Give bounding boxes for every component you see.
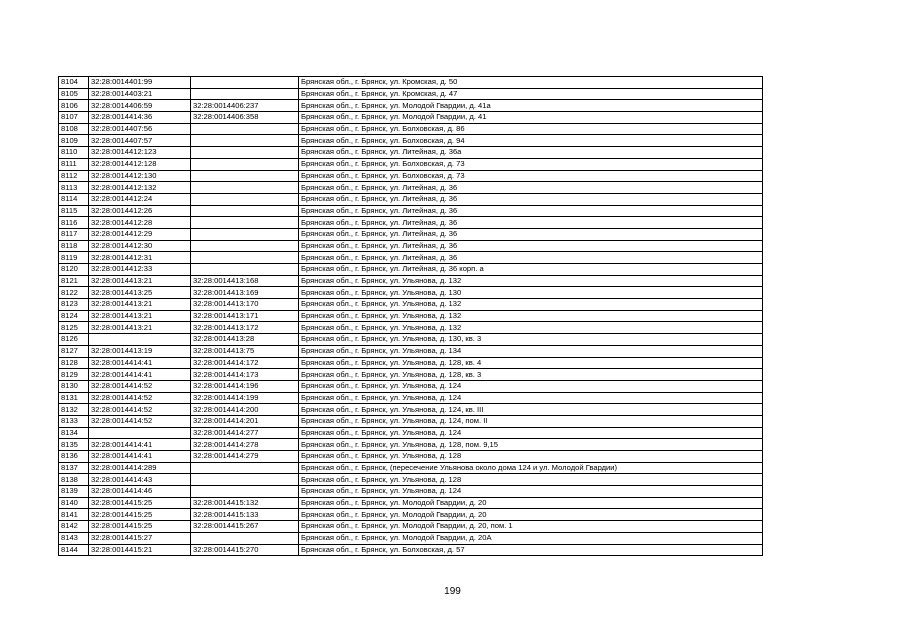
table-row: [59, 497, 763, 509]
related-cadastral-number-cell: [191, 158, 299, 170]
table-row: [59, 357, 763, 369]
table-row: [59, 112, 763, 124]
address-cell: Брянская обл., г. Брянск, ул. Болховская, д. 94: [299, 135, 763, 147]
table-row: [59, 369, 763, 381]
row-number-cell: 8109: [59, 135, 89, 147]
row-number-cell: 8111: [59, 158, 89, 170]
table-row: [59, 462, 763, 474]
table-row: [59, 135, 763, 147]
table-row: [59, 532, 763, 544]
related-cadastral-number-cell: 32:28:0014413:75: [191, 345, 299, 357]
address-cell: Брянская обл., г. Брянск, ул. Молодой Гвардии, д. 20, пом. 1: [299, 521, 763, 533]
related-cadastral-number-cell: 32:28:0014414:278: [191, 439, 299, 451]
row-number-cell: 8108: [59, 123, 89, 135]
related-cadastral-number-cell: 32:28:0014414:172: [191, 357, 299, 369]
address-cell: Брянская обл., г. Брянск, ул. Ульянова, д. 124: [299, 392, 763, 404]
related-cadastral-number-cell: 32:28:0014413:171: [191, 310, 299, 322]
related-cadastral-number-cell: [191, 462, 299, 474]
cadastral-number-cell: 32:28:0014412:33: [89, 264, 191, 276]
row-number-cell: 8144: [59, 544, 89, 556]
table-row: [59, 264, 763, 276]
cadastral-number-cell: 32:28:0014413:21: [89, 299, 191, 311]
related-cadastral-number-cell: 32:28:0014414:199: [191, 392, 299, 404]
related-cadastral-number-cell: [191, 474, 299, 486]
row-number-cell: 8134: [59, 427, 89, 439]
address-cell: Брянская обл., г. Брянск, ул. Молодой Гвардии, д. 20: [299, 509, 763, 521]
row-number-cell: 8130: [59, 380, 89, 392]
table-row: [59, 147, 763, 159]
table-row: [59, 322, 763, 334]
address-cell: Брянская обл., г. Брянск, ул. Кромская, д. 50: [299, 77, 763, 89]
address-cell: Брянская обл., г. Брянск, ул. Молодой Гвардии, д. 20А: [299, 532, 763, 544]
related-cadastral-number-cell: 32:28:0014414:173: [191, 369, 299, 381]
table-row: [59, 380, 763, 392]
related-cadastral-number-cell: 32:28:0014413:170: [191, 299, 299, 311]
row-number-cell: 8141: [59, 509, 89, 521]
cadastral-number-cell: 32:28:0014414:41: [89, 357, 191, 369]
table-row: [59, 521, 763, 533]
address-cell: Брянская обл., г. Брянск, ул. Ульянова, д. 124, кв. III: [299, 404, 763, 416]
table-row: [59, 252, 763, 264]
related-cadastral-number-cell: [191, 532, 299, 544]
address-cell: Брянская обл., г. Брянск, ул. Ульянова, д. 134: [299, 345, 763, 357]
address-cell: Брянская обл., г. Брянск, ул. Болховская, д. 86: [299, 123, 763, 135]
table-row: [59, 544, 763, 556]
address-cell: Брянская обл., г. Брянск, ул. Литейная, д. 36: [299, 240, 763, 252]
cadastral-number-cell: 32:28:0014406:59: [89, 100, 191, 112]
related-cadastral-number-cell: [191, 240, 299, 252]
row-number-cell: 8118: [59, 240, 89, 252]
table-row: [59, 88, 763, 100]
related-cadastral-number-cell: [191, 205, 299, 217]
cadastral-number-cell: [89, 334, 191, 346]
cadastral-number-cell: 32:28:0014407:57: [89, 135, 191, 147]
table-row: [59, 404, 763, 416]
related-cadastral-number-cell: 32:28:0014414:200: [191, 404, 299, 416]
related-cadastral-number-cell: 32:28:0014414:196: [191, 380, 299, 392]
cadastral-number-cell: 32:28:0014414:52: [89, 415, 191, 427]
registry-table-body: [59, 77, 763, 556]
cadastral-number-cell: 32:28:0014412:26: [89, 205, 191, 217]
address-cell: Брянская обл., г. Брянск, ул. Ульянова, д. 124, пом. II: [299, 415, 763, 427]
address-cell: Брянская обл., г. Брянск, ул. Ульянова, д. 132: [299, 322, 763, 334]
related-cadastral-number-cell: 32:28:0014413:168: [191, 275, 299, 287]
row-number-cell: 8127: [59, 345, 89, 357]
related-cadastral-number-cell: 32:28:0014414:277: [191, 427, 299, 439]
address-cell: Брянская обл., г. Брянск, ул. Ульянова, д. 124: [299, 380, 763, 392]
page-number: 199: [444, 586, 461, 597]
cadastral-number-cell: 32:28:0014412:132: [89, 182, 191, 194]
table-row: [59, 451, 763, 463]
related-cadastral-number-cell: [191, 182, 299, 194]
cadastral-number-cell: 32:28:0014403:21: [89, 88, 191, 100]
row-number-cell: 8136: [59, 451, 89, 463]
cadastral-number-cell: 32:28:0014414:41: [89, 369, 191, 381]
cadastral-number-cell: 32:28:0014414:52: [89, 380, 191, 392]
cadastral-number-cell: 32:28:0014413:21: [89, 275, 191, 287]
address-cell: Брянская обл., г. Брянск, ул. Ульянова, д. 128: [299, 451, 763, 463]
related-cadastral-number-cell: 32:28:0014406:358: [191, 112, 299, 124]
table-row: [59, 100, 763, 112]
row-number-cell: 8132: [59, 404, 89, 416]
row-number-cell: 8137: [59, 462, 89, 474]
row-number-cell: 8107: [59, 112, 89, 124]
address-cell: Брянская обл., г. Брянск, ул. Ульянова, д. 128, кв. 3: [299, 369, 763, 381]
table-row: [59, 474, 763, 486]
address-cell: Брянская обл., г. Брянск, ул. Литейная, д. 36: [299, 193, 763, 205]
cadastral-number-cell: 32:28:0014412:130: [89, 170, 191, 182]
cadastral-number-cell: [89, 427, 191, 439]
table-row: [59, 415, 763, 427]
address-cell: Брянская обл., г. Брянск, ул. Ульянова, д. 128, пом. 9,15: [299, 439, 763, 451]
table-row: [59, 240, 763, 252]
row-number-cell: 8142: [59, 521, 89, 533]
related-cadastral-number-cell: [191, 170, 299, 182]
row-number-cell: 8143: [59, 532, 89, 544]
address-cell: Брянская обл., г. Брянск, ул. Литейная, д. 36 корп. а: [299, 264, 763, 276]
cadastral-number-cell: 32:28:0014413:19: [89, 345, 191, 357]
row-number-cell: 8123: [59, 299, 89, 311]
related-cadastral-number-cell: 32:28:0014413:169: [191, 287, 299, 299]
row-number-cell: 8105: [59, 88, 89, 100]
table-row: [59, 427, 763, 439]
table-row: [59, 158, 763, 170]
related-cadastral-number-cell: 32:28:0014406:237: [191, 100, 299, 112]
related-cadastral-number-cell: 32:28:0014414:201: [191, 415, 299, 427]
address-cell: Брянская обл., г. Брянск, ул. Литейная, д. 36а: [299, 147, 763, 159]
address-cell: Брянская обл., г. Брянск, ул. Литейная, д. 36: [299, 217, 763, 229]
row-number-cell: 8110: [59, 147, 89, 159]
row-number-cell: 8113: [59, 182, 89, 194]
cadastral-number-cell: 32:28:0014401:99: [89, 77, 191, 89]
row-number-cell: 8129: [59, 369, 89, 381]
related-cadastral-number-cell: [191, 193, 299, 205]
row-number-cell: 8138: [59, 474, 89, 486]
address-cell: Брянская обл., г. Брянск, ул. Болховская, д. 57: [299, 544, 763, 556]
related-cadastral-number-cell: [191, 147, 299, 159]
address-cell: Брянская обл., г. Брянск, ул. Литейная, д. 36: [299, 228, 763, 240]
related-cadastral-number-cell: [191, 123, 299, 135]
row-number-cell: 8121: [59, 275, 89, 287]
related-cadastral-number-cell: 32:28:0014414:279: [191, 451, 299, 463]
cadastral-number-cell: 32:28:0014412:31: [89, 252, 191, 264]
table-row: [59, 334, 763, 346]
related-cadastral-number-cell: 32:28:0014415:270: [191, 544, 299, 556]
row-number-cell: 8119: [59, 252, 89, 264]
table-row: [59, 509, 763, 521]
table-row: [59, 217, 763, 229]
cadastral-number-cell: 32:28:0014407:56: [89, 123, 191, 135]
address-cell: Брянская обл., г. Брянск, ул. Ульянова, д. 130: [299, 287, 763, 299]
row-number-cell: 8126: [59, 334, 89, 346]
related-cadastral-number-cell: 32:28:0014415:132: [191, 497, 299, 509]
row-number-cell: 8131: [59, 392, 89, 404]
related-cadastral-number-cell: [191, 228, 299, 240]
address-cell: Брянская обл., г. Брянск, ул. Ульянова, д. 124: [299, 486, 763, 498]
address-cell: Брянская обл., г. Брянск, ул. Ульянова, д. 128, кв. 4: [299, 357, 763, 369]
cadastral-number-cell: 32:28:0014414:52: [89, 404, 191, 416]
row-number-cell: 8106: [59, 100, 89, 112]
table-row: [59, 299, 763, 311]
row-number-cell: 8104: [59, 77, 89, 89]
row-number-cell: 8122: [59, 287, 89, 299]
cadastral-number-cell: 32:28:0014414:36: [89, 112, 191, 124]
address-cell: Брянская обл., г. Брянск, ул. Болховская, д. 73: [299, 158, 763, 170]
cadastral-number-cell: 32:28:0014413:21: [89, 322, 191, 334]
row-number-cell: 8124: [59, 310, 89, 322]
row-number-cell: 8139: [59, 486, 89, 498]
table-row: [59, 77, 763, 89]
cadastral-number-cell: 32:28:0014412:128: [89, 158, 191, 170]
table-row: [59, 310, 763, 322]
related-cadastral-number-cell: 32:28:0014413:28: [191, 334, 299, 346]
table-row: [59, 123, 763, 135]
related-cadastral-number-cell: [191, 217, 299, 229]
row-number-cell: 8116: [59, 217, 89, 229]
cadastral-number-cell: 32:28:0014412:30: [89, 240, 191, 252]
related-cadastral-number-cell: 32:28:0014415:267: [191, 521, 299, 533]
table-row: [59, 287, 763, 299]
related-cadastral-number-cell: [191, 486, 299, 498]
address-cell: Брянская обл., г. Брянск, ул. Кромская, д. 47: [299, 88, 763, 100]
table-row: [59, 345, 763, 357]
table-row: [59, 486, 763, 498]
related-cadastral-number-cell: [191, 88, 299, 100]
address-cell: Брянская обл., г. Брянск, ул. Литейная, д. 36: [299, 182, 763, 194]
row-number-cell: 8114: [59, 193, 89, 205]
address-cell: Брянская обл., г. Брянск, ул. Ульянова, д. 132: [299, 275, 763, 287]
cadastral-number-cell: 32:28:0014415:25: [89, 509, 191, 521]
related-cadastral-number-cell: 32:28:0014415:133: [191, 509, 299, 521]
table-row: [59, 275, 763, 287]
table-row: [59, 228, 763, 240]
cadastral-number-cell: 32:28:0014414:41: [89, 439, 191, 451]
address-cell: Брянская обл., г. Брянск, ул. Литейная, д. 36: [299, 252, 763, 264]
table-row: [59, 193, 763, 205]
address-cell: Брянская обл., г. Брянск, ул. Молодой Гвардии, д. 41а: [299, 100, 763, 112]
address-cell: Брянская обл., г. Брянск, ул. Литейная, д. 36: [299, 205, 763, 217]
related-cadastral-number-cell: [191, 264, 299, 276]
address-cell: Брянская обл., г. Брянск, ул. Ульянова, д. 130, кв. 3: [299, 334, 763, 346]
cadastral-number-cell: 32:28:0014415:25: [89, 497, 191, 509]
row-number-cell: 8133: [59, 415, 89, 427]
cadastral-number-cell: 32:28:0014414:46: [89, 486, 191, 498]
cadastral-number-cell: 32:28:0014414:289: [89, 462, 191, 474]
address-cell: Брянская обл., г. Брянск, ул. Болховская, д. 73: [299, 170, 763, 182]
address-cell: Брянская обл., г. Брянск, ул. Ульянова, д. 132: [299, 299, 763, 311]
row-number-cell: 8135: [59, 439, 89, 451]
cadastral-number-cell: 32:28:0014412:123: [89, 147, 191, 159]
table-row: [59, 392, 763, 404]
cadastral-number-cell: 32:28:0014414:41: [89, 451, 191, 463]
related-cadastral-number-cell: [191, 252, 299, 264]
address-cell: Брянская обл., г. Брянск, ул. Молодой Гвардии, д. 41: [299, 112, 763, 124]
cadastral-number-cell: 32:28:0014412:24: [89, 193, 191, 205]
related-cadastral-number-cell: 32:28:0014413:172: [191, 322, 299, 334]
table-row: [59, 439, 763, 451]
cadastral-number-cell: 32:28:0014412:29: [89, 228, 191, 240]
address-cell: Брянская обл., г. Брянск, ул. Ульянова, д. 124: [299, 427, 763, 439]
cadastral-number-cell: 32:28:0014414:43: [89, 474, 191, 486]
cadastral-number-cell: 32:28:0014415:21: [89, 544, 191, 556]
address-cell: Брянская обл., г. Брянск, ул. Молодой Гвардии, д. 20: [299, 497, 763, 509]
row-number-cell: 8117: [59, 228, 89, 240]
row-number-cell: 8115: [59, 205, 89, 217]
address-cell: Брянская обл., г. Брянск, (пересечение Ульянова около дома 124 и ул. Молодой Гвардии): [299, 462, 763, 474]
table-row: [59, 170, 763, 182]
address-cell: Брянская обл., г. Брянск, ул. Ульянова, д. 128: [299, 474, 763, 486]
row-number-cell: 8125: [59, 322, 89, 334]
cadastral-number-cell: 32:28:0014415:27: [89, 532, 191, 544]
row-number-cell: 8128: [59, 357, 89, 369]
related-cadastral-number-cell: [191, 77, 299, 89]
cadastral-number-cell: 32:28:0014413:25: [89, 287, 191, 299]
cadastral-number-cell: 32:28:0014415:25: [89, 521, 191, 533]
cadastral-number-cell: 32:28:0014413:21: [89, 310, 191, 322]
address-cell: Брянская обл., г. Брянск, ул. Ульянова, д. 132: [299, 310, 763, 322]
property-registry-table: [58, 76, 763, 556]
cadastral-number-cell: 32:28:0014412:28: [89, 217, 191, 229]
table-row: [59, 205, 763, 217]
related-cadastral-number-cell: [191, 135, 299, 147]
cadastral-number-cell: 32:28:0014414:52: [89, 392, 191, 404]
row-number-cell: 8120: [59, 264, 89, 276]
table-row: [59, 182, 763, 194]
row-number-cell: 8112: [59, 170, 89, 182]
row-number-cell: 8140: [59, 497, 89, 509]
